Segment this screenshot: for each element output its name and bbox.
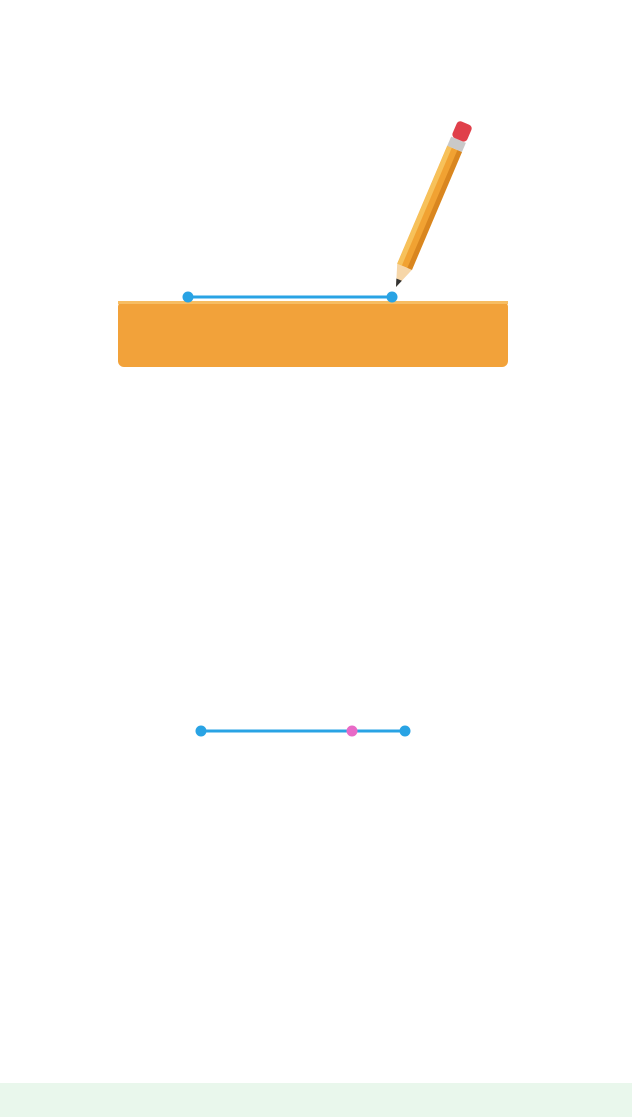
point-b-2 xyxy=(400,726,411,737)
point-a-2 xyxy=(196,726,207,737)
answer-box xyxy=(0,1083,632,1117)
point-c xyxy=(347,726,358,737)
